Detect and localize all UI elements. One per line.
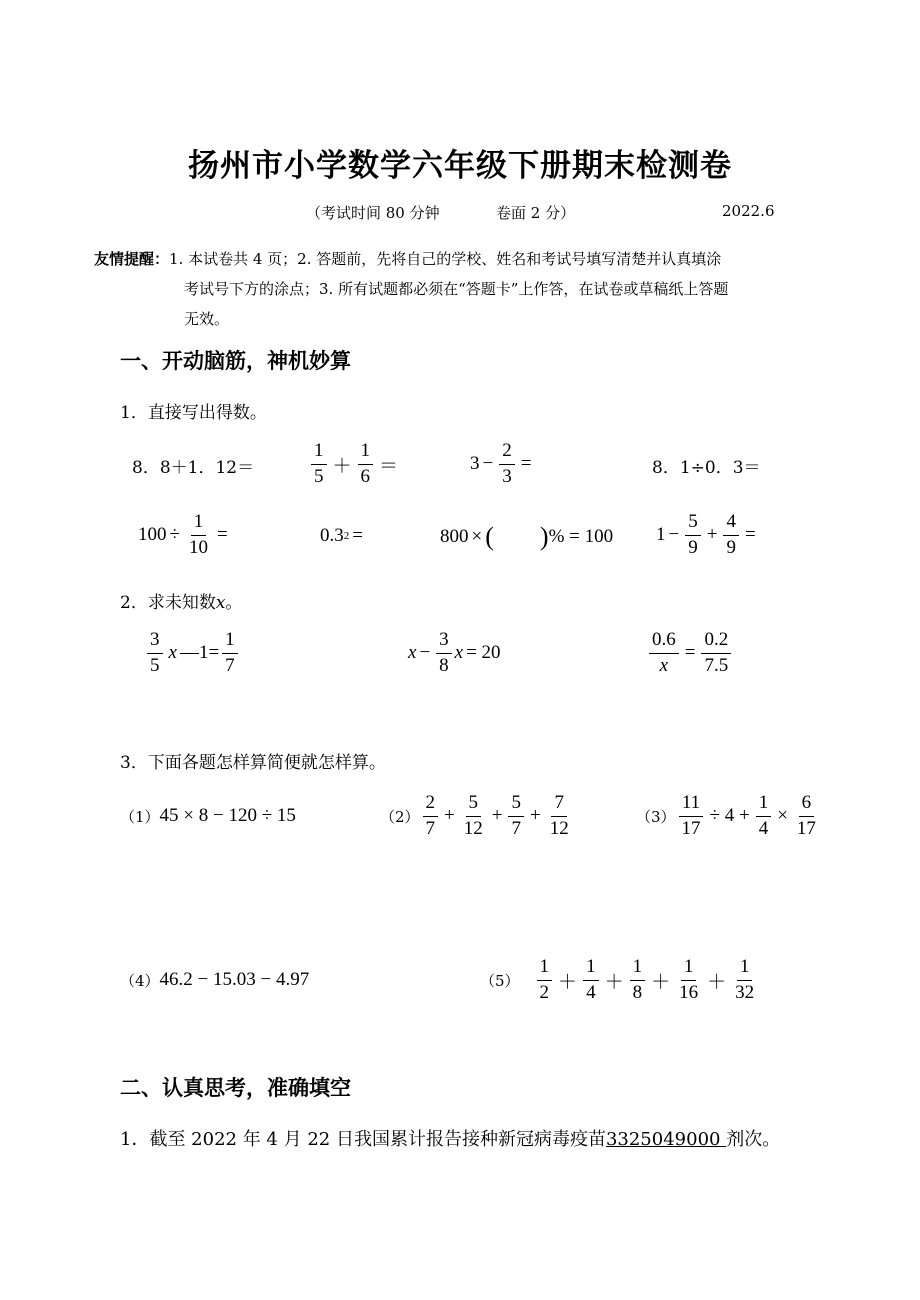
calc-4: 8．1÷0．3＝ [652, 458, 761, 478]
fraction: $\frac{1}{4}$ [756, 793, 772, 840]
calc-8: 1 − $\frac{5}{9}$ + $\frac{4}{9}$ = [656, 511, 756, 558]
calc-3: 3 − $\frac{2}{3}$ = [470, 440, 532, 487]
fraction: $\frac{5}{12}$ [463, 792, 483, 839]
fraction: $\frac{1}{7}$ [222, 630, 238, 677]
fraction: $\frac{1}{6}$ [358, 441, 374, 488]
fraction: $\frac{2}{7}$ [423, 793, 439, 840]
problem-5: （5） $\frac{1}{2}$ ＋ $\frac{1}{4}$ ＋ $\frac{1}{8}$ ＋ $\frac{1}{16}$ ＋ $\frac{1}{32}$ [480, 957, 760, 1004]
fraction: $\frac{5}{9}$ [685, 512, 701, 559]
calc-1: 8．8＋1．12＝ [132, 458, 255, 478]
calc-5: 100 ÷ $\frac{1}{10}$ = [138, 511, 228, 558]
exam-date: 2022.6 [722, 202, 775, 220]
q2-label: 2．求未知数x。 [120, 593, 243, 613]
notice-line-3: 无效。 [184, 310, 230, 328]
fraction: $\frac{7}{12}$ [549, 792, 569, 839]
problem-3: （3） $\frac{11}{17}$ ÷ 4 + $\frac{1}{4}$ × $\frac{6}{17}$ [636, 793, 822, 840]
equation-3: $\frac{0.6}{x}$ = $\frac{0.2}{7.5}$ [646, 630, 734, 677]
equation-1: $\frac{3}{5}$ x —1= $\frac{1}{7}$ [144, 630, 241, 677]
fraction: $\frac{1}{8}$ [630, 957, 646, 1004]
fraction: $\frac{11}{17}$ [679, 793, 704, 840]
fraction: $\frac{1}{16}$ [679, 956, 699, 1003]
q3-label: 3．下面各题怎样算简便就怎样算。 [120, 753, 386, 773]
notice-line-1: 1. 本试卷共 4 页；2. 答题前，先将自己的学校、姓名和考试号填写清楚并认真填涂 [169, 250, 722, 268]
fill-q1: 1．截至 2022 年 4 月 22 日我国累计报告接种新冠病毒疫苗3325049000 剂次。 [120, 1129, 781, 1150]
fraction: $\frac{3}{5}$ [147, 630, 163, 677]
section2-title: 二、认真思考，准确填空 [120, 1076, 351, 1100]
notice [94, 244, 834, 334]
calc-7: 800 × ( ) % = 100 [440, 522, 614, 551]
fraction: $\frac{4}{9}$ [723, 512, 739, 559]
notice-label: 友情提醒： [94, 250, 170, 268]
calc-6: 0.3 2 = [320, 525, 363, 546]
neatness-score: 卷面 2 分） [496, 204, 576, 222]
calc-2: $\frac{1}{5}$ ＋ $\frac{1}{6}$ ＝ [308, 441, 401, 488]
fraction: $\frac{1}{5}$ [311, 441, 327, 488]
fraction: $\frac{0.6}{x}$ [649, 630, 679, 677]
fraction: $\frac{1}{2}$ [537, 957, 553, 1004]
exam-time: （考试时间 80 分钟 [306, 204, 440, 222]
equation-2: x − $\frac{3}{8}$ x = 20 [408, 629, 501, 676]
section1-title: 一、开动脑筋，神机妙算 [120, 349, 351, 373]
problem-1: （1） 45 × 8 − 120 ÷ 15 [120, 805, 296, 826]
fraction: $\frac{3}{8}$ [436, 630, 452, 677]
page-title: 扬州市小学数学六年级下册期末检测卷 [188, 148, 732, 184]
underlined-number: 3325049000 [605, 1129, 727, 1150]
fraction: $\frac{1}{4}$ [583, 957, 599, 1004]
problem-4: （4） 46.2 − 15.03 − 4.97 [120, 969, 310, 990]
fraction: $\frac{5}{7}$ [508, 793, 524, 840]
fraction: $\frac{1}{32}$ [735, 956, 755, 1003]
fraction: $\frac{6}{17}$ [796, 792, 816, 839]
q1-label: 1．直接写出得数。 [120, 403, 267, 423]
fraction: $\frac{1}{10}$ [188, 511, 208, 558]
notice-line-2: 考试号下方的涂点；3. 所有试题都必须在“答题卡”上作答，在试卷或草稿纸上答题 [184, 280, 729, 298]
problem-2: （2） $\frac{2}{7}$ + $\frac{5}{12}$ + $\frac{5}{7}$ + $\frac{7}{12}$ [380, 793, 575, 840]
fraction: $\frac{0.2}{7.5}$ [701, 630, 731, 677]
fraction: $\frac{2}{3}$ [499, 441, 515, 488]
